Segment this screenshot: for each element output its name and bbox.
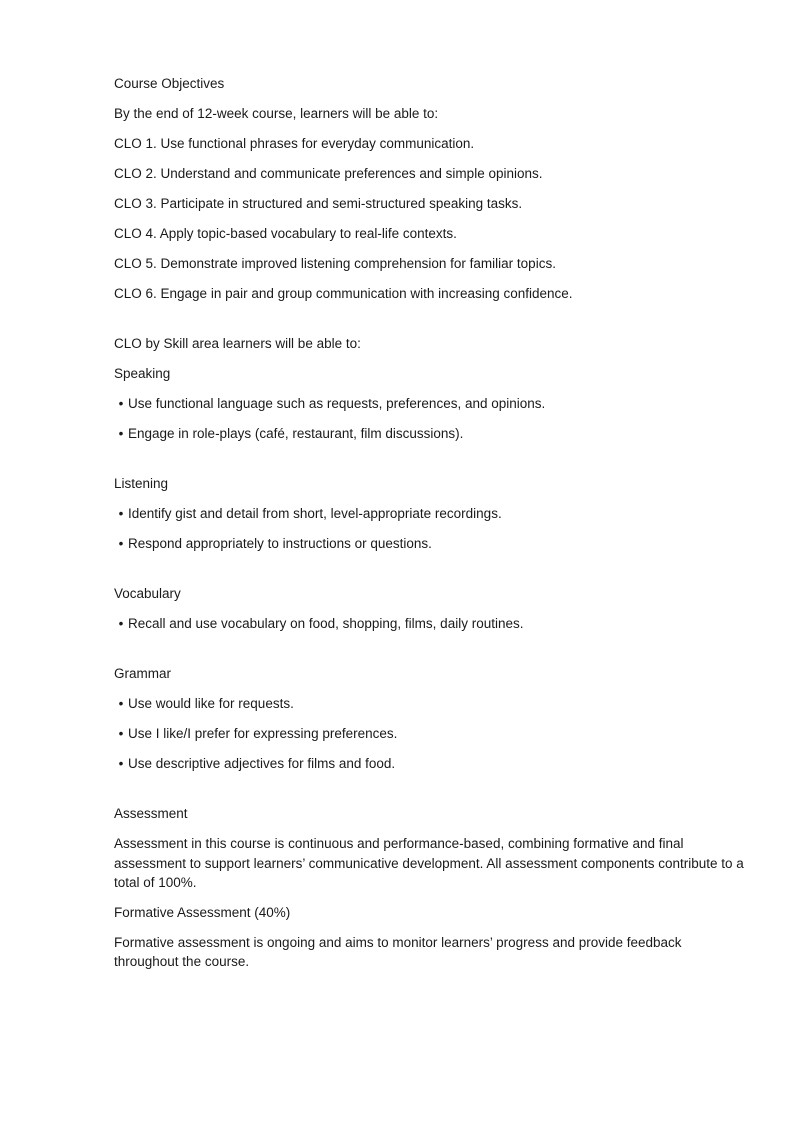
bullet-item: [114, 614, 744, 634]
clo-item: CLO 4. Apply topic-based vocabulary to real-life contexts.: [114, 226, 457, 241]
course-objectives-intro: By the end of 12-week course, learners will be able to:: [114, 106, 439, 121]
formative-assessment-paragraph: Formative assessment is ongoing and aims to monitor learners’ progress and provide feedback throughout the course.: [114, 934, 682, 969]
assessment-heading: Assessment: [114, 806, 188, 821]
bullet-icon: •: [118, 396, 124, 411]
bullet-text: Use I like/I prefer for expressing preferences.: [128, 726, 398, 741]
bullet-icon: •: [118, 726, 124, 741]
formative-assessment-heading: Formative Assessment (40%): [114, 904, 291, 920]
bullet-icon: •: [118, 696, 124, 711]
assessment-paragraph: Assessment in this course is continuous and performance-based, combining formative and final assessment to support learners’ communicative development. All assessment components contribute to a total of 100%.: [114, 836, 744, 890]
document-page: [114, 74, 744, 982]
spacer: [114, 564, 744, 584]
speaking-heading: Speaking: [114, 366, 171, 381]
clo-item: CLO 5. Demonstrate improved listening comprehension for familiar topics.: [114, 256, 556, 271]
bullet-item: [114, 694, 744, 714]
course-objectives-heading: Course Objectives: [114, 76, 225, 91]
clo-item: CLO 3. Participate in structured and semi-structured speaking tasks.: [114, 196, 523, 211]
bullet-item: [114, 394, 744, 414]
spacer: [114, 454, 744, 474]
bullet-item: [114, 424, 744, 444]
bullet-text: Engage in role-plays (café, restaurant, film discussions).: [128, 426, 464, 441]
spacer: [114, 784, 744, 804]
skill-area-intro: CLO by Skill area learners will be able to:: [114, 336, 361, 351]
bullet-text: Respond appropriately to instructions or questions.: [128, 536, 432, 551]
bullet-icon: •: [118, 506, 124, 521]
spacer: [114, 644, 744, 664]
bullet-text: Recall and use vocabulary on food, shopping, films, daily routines.: [128, 616, 524, 631]
bullet-item: [114, 724, 744, 744]
clo-item: CLO 6. Engage in pair and group communication with increasing confidence.: [114, 286, 573, 301]
bullet-icon: •: [118, 756, 124, 771]
listening-heading: Listening: [114, 476, 169, 491]
bullet-icon: •: [118, 536, 124, 551]
bullet-item: [114, 534, 744, 554]
bullet-icon: •: [118, 616, 124, 631]
bullet-item: [114, 504, 744, 524]
bullet-text: Use functional language such as requests, preferences, and opinions.: [128, 396, 546, 411]
bullet-text: Use would like for requests.: [128, 696, 294, 711]
bullet-item: [114, 754, 744, 774]
bullet-text: Identify gist and detail from short, level-appropriate recordings.: [128, 506, 502, 521]
bullet-icon: •: [118, 426, 124, 441]
grammar-heading: Grammar: [114, 666, 171, 681]
clo-item: CLO 2. Understand and communicate preferences and simple opinions.: [114, 166, 543, 181]
vocabulary-heading: Vocabulary: [114, 586, 181, 601]
bullet-text: Use descriptive adjectives for films and food.: [128, 756, 396, 771]
spacer: [114, 314, 744, 334]
clo-item: CLO 1. Use functional phrases for everyday communication.: [114, 136, 475, 151]
